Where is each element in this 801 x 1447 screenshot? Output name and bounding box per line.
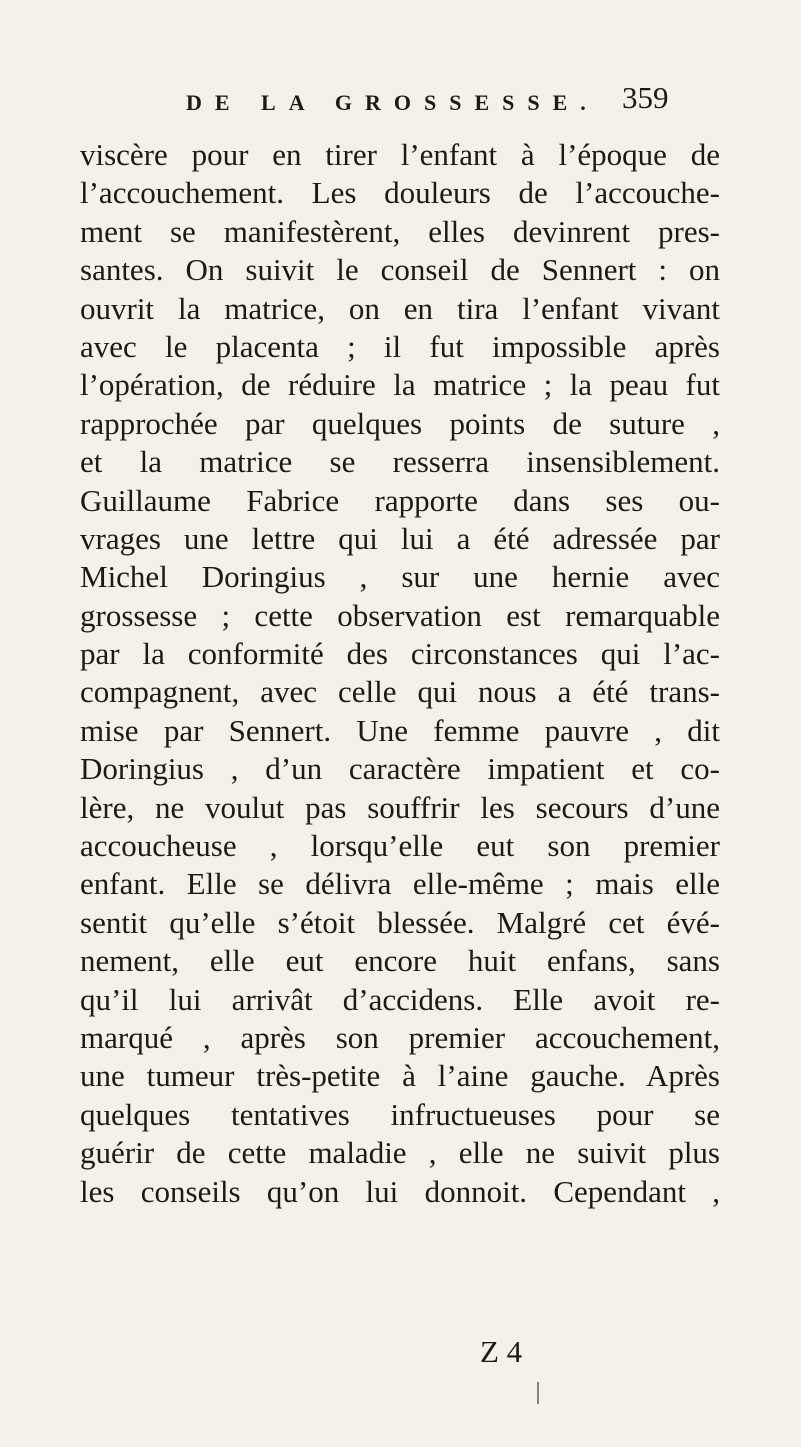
text-line: et la matrice se resserra insensiblement. [80,444,720,480]
text-line: vrages une lettre qui lui a été adressée par [80,520,720,556]
text-line: Doringius , d’un caractère impatient et co- [80,751,720,787]
text-line: ment se manifestèrent, elles devinrent pres- [80,213,720,249]
body-text [80,136,720,1211]
text-line: accoucheuse , lorsqu’elle eut son premier [80,828,720,864]
text-line: nement, elle eut encore huit enfans, sans [80,943,720,979]
text-line: Guillaume Fabrice rapporte dans ses ou- [80,482,720,518]
text-line: l’opération, de réduire la matrice ; la peau fut [80,367,720,403]
text-line: Michel Doringius , sur une hernie avec [80,559,720,595]
text-line: rapprochée par quelques points de suture , [80,405,720,441]
text-line: qu’il lui arrivât d’accidens. Elle avoit re- [80,981,720,1017]
text-line: marqué , après son premier accouchement, [80,1019,720,1055]
text-line: une tumeur très-petite à l’aine gauche. Après [80,1058,720,1094]
text-line: compagnent, avec celle qui nous a été trans- [80,674,720,710]
text-line: mise par Sennert. Une femme pauvre , dit [80,712,720,748]
text-line: l’accouchement. Les douleurs de l’accouche- [80,175,720,211]
running-head [186,80,669,126]
text-line: enfant. Elle se délivra elle-même ; mais elle [80,866,720,902]
text-line: les conseils qu’on lui donnoit. Cependant , [80,1173,720,1209]
text-line: par la conformité des circonstances qui l’ac- [80,636,720,672]
running-head-title: DE LA GROSSESSE. [186,90,599,115]
text-line: viscère pour en tirer l’enfant à l’époque de [80,137,720,172]
page-number: 359 [622,80,669,115]
text-line: lère, ne voulut pas souffrir les secours d’une [80,789,720,825]
text-line: grossesse ; cette observation est remarquable [80,597,720,633]
signature-mark: Z 4 [480,1334,523,1369]
text-line: guérir de cette maladie , elle ne suivit plus [80,1135,720,1171]
page-mark [537,1382,539,1404]
text-line: avec le placenta ; il fut impossible après [80,328,720,364]
text-line: santes. On suivit le conseil de Sennert : on [80,252,720,288]
text-line: quelques tentatives infructueuses pour se [80,1096,720,1132]
text-line: ouvrit la matrice, on en tira l’enfant vivant [80,290,720,326]
text-line: sentit qu’elle s’étoit blessée. Malgré cet évé- [80,904,720,940]
